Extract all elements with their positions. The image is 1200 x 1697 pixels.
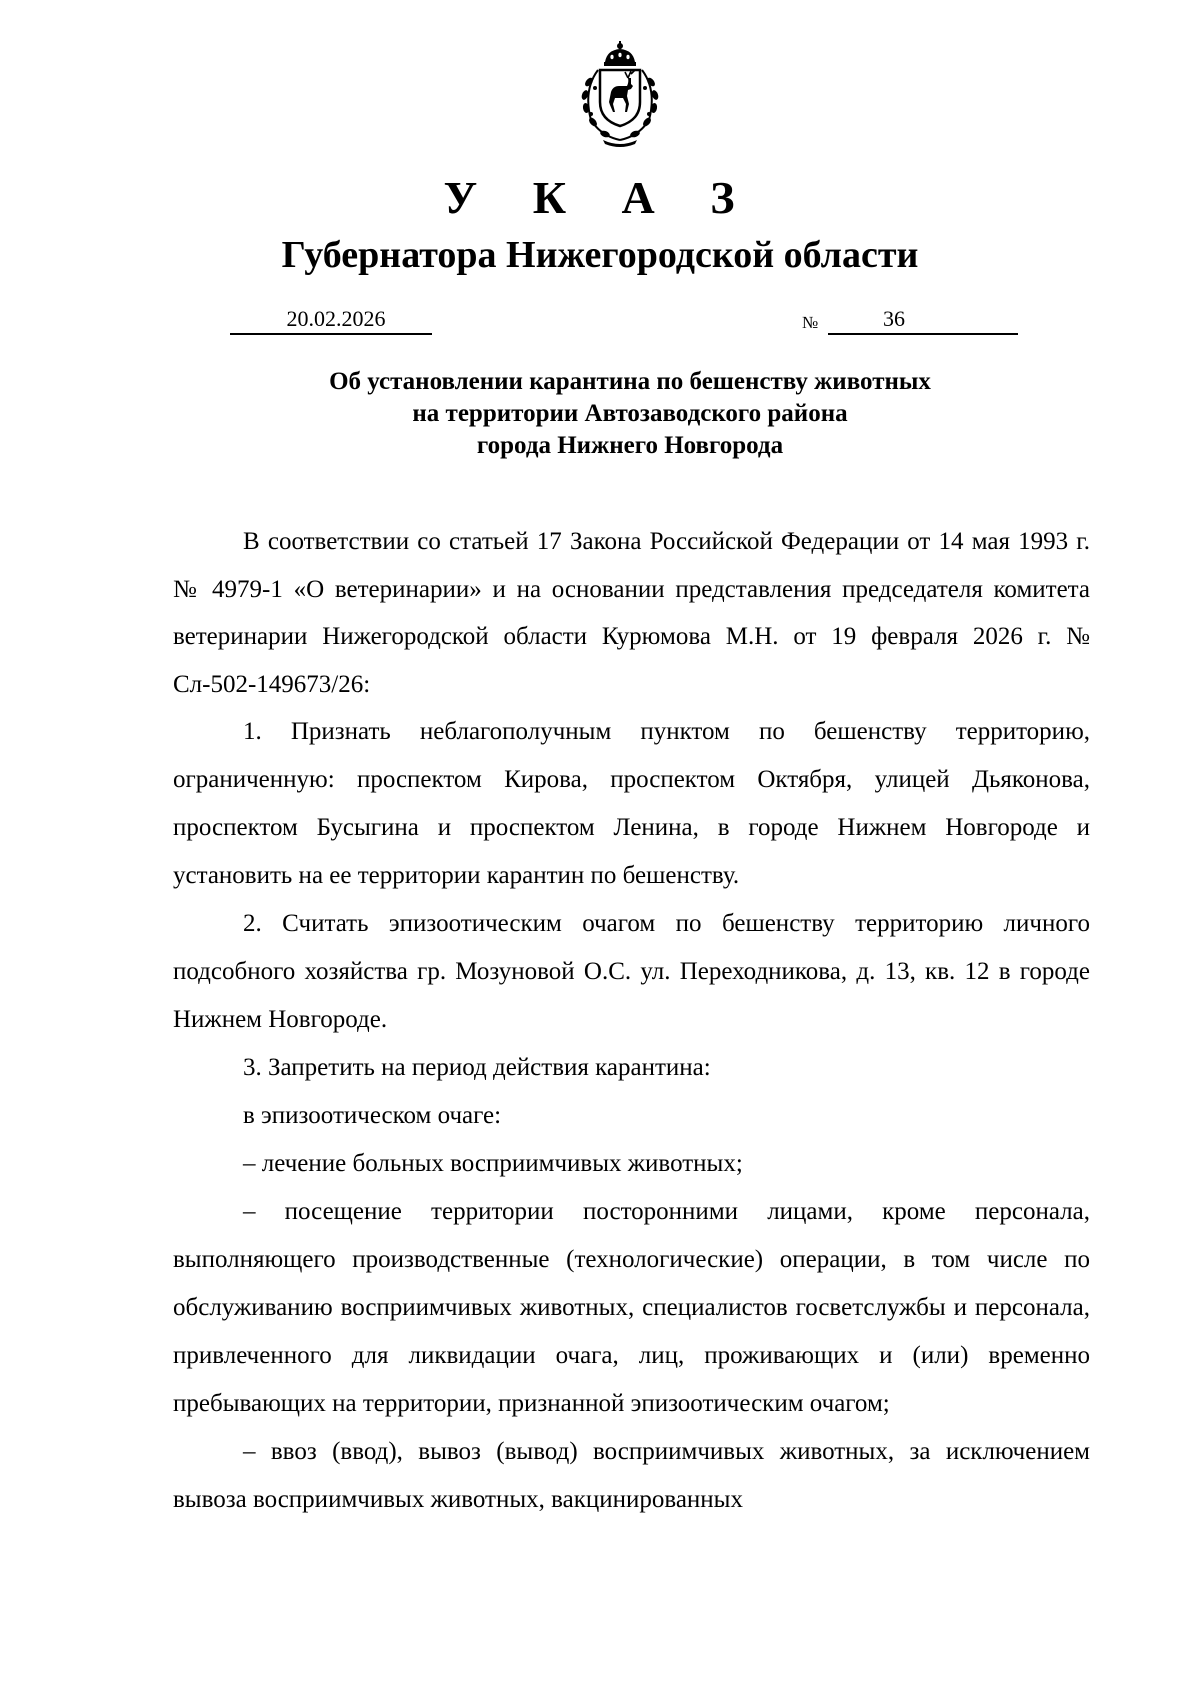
decree-date: 20.02.2026 bbox=[230, 305, 432, 335]
heading-line-1: Об установлении карантина по бешенству животных bbox=[329, 368, 931, 395]
paragraph-focus-intro: в эпизоотическом очаге: bbox=[243, 1102, 502, 1129]
coat-of-arms-icon bbox=[565, 40, 675, 148]
paragraph-bullet-transport: – ввоз (ввод), вывоз (вывод) восприимчивых животных, за исключением вывоза восприимчивых животных, вакцинированных bbox=[173, 1438, 1090, 1513]
issuer-title: Губернатора Нижегородской области bbox=[281, 234, 919, 276]
document-title: У К А З bbox=[443, 172, 757, 223]
paragraph-preamble: В соответствии со статьей 17 Закона Российской Федерации от 14 мая 1993 г. № 4979-1 «О ветеринарии» и на основании представления председателя комитета ветеринарии Нижегородской области Курюмова М.Н. от 19 февраля 2026 г. № Сл-502-149673/26: bbox=[173, 528, 1090, 698]
decree-heading bbox=[0, 366, 1200, 462]
paragraph-item-2: 2. Считать эпизоотическим очагом по бешенству территорию личного подсобного хозяйства гр. Мозуновой О.С. ул. Переходникова, д. 13, кв. 12 в городе Нижнем Новгороде. bbox=[173, 910, 1090, 1033]
decree-number-field bbox=[828, 305, 1018, 335]
decree-body bbox=[173, 518, 1090, 1524]
paragraph-bullet-access: – посещение территории посторонними лицами, кроме персонала, выполняющего производственные (технологические) операции, в том числе по обслуживанию восприимчивых животных, специалистов госветслужбы и персонала, привлеченного для ликвидации очага, лиц, проживающих и (или) временно пребывающих на территории, признанной эпизоотическим очагом; bbox=[173, 1198, 1090, 1417]
number-label: № bbox=[802, 313, 819, 332]
heading-line-2: на территории Автозаводского района bbox=[412, 400, 848, 427]
decree-number: 36 bbox=[883, 306, 905, 331]
paragraph-bullet-treatment: – лечение больных восприимчивых животных; bbox=[243, 1150, 743, 1177]
paragraph-item-1: 1. Признать неблагополучным пунктом по бешенству территорию, ограниченную: проспектом Кирова, проспектом Октября, улицей Дьяконова, проспектом Бусыгина и проспектом Ленина, в городе Нижнем Новгороде и установить на ее территории карантин по бешенству. bbox=[173, 718, 1090, 889]
paragraph-item-3: 3. Запретить на период действия карантина: bbox=[243, 1054, 711, 1081]
heading-line-3: города Нижнего Новгорода bbox=[476, 432, 784, 459]
